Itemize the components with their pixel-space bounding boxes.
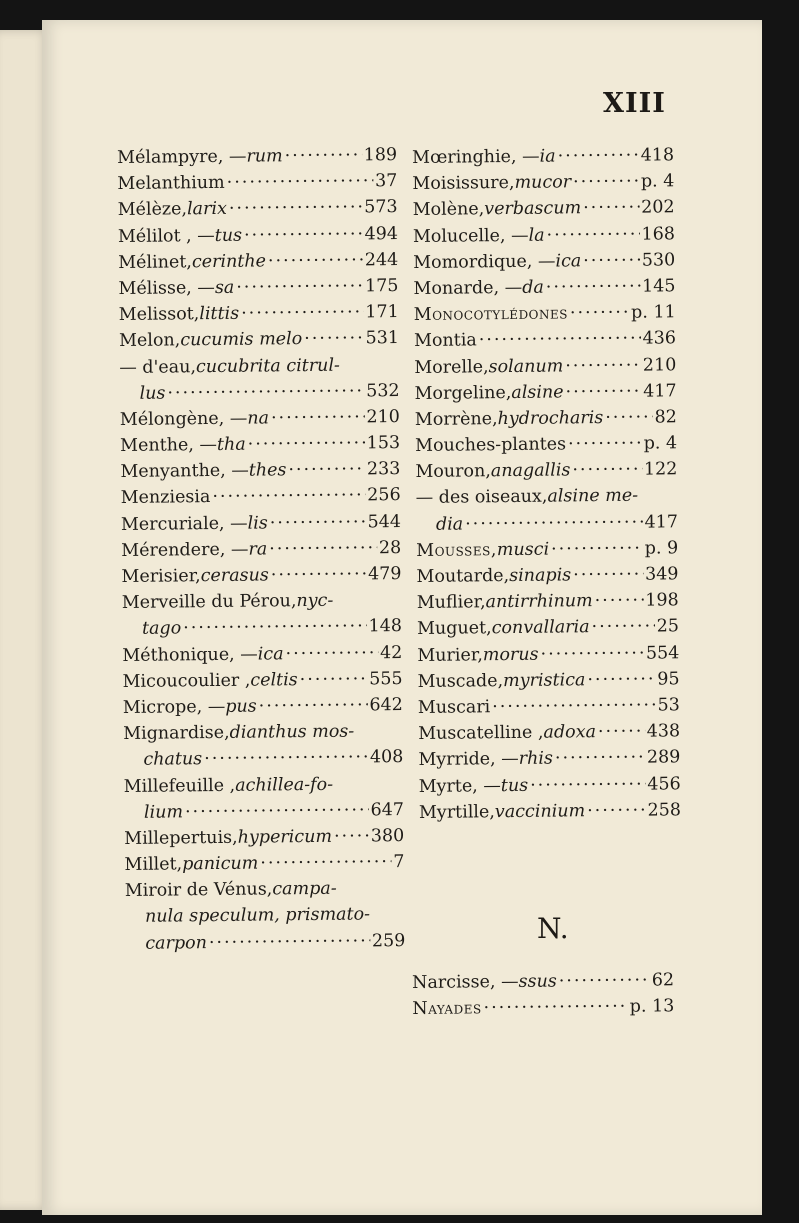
entry-latin-name: tus: [500, 775, 529, 796]
entry-page-ref: 258: [647, 799, 682, 821]
leader-dots: [530, 774, 645, 795]
index-entry: [415, 407, 677, 436]
leader-dots: [167, 381, 364, 403]
entry-latin-name: na: [247, 408, 270, 429]
leader-dots: [268, 250, 363, 271]
entry-latin-name: mucor: [514, 172, 572, 194]
entry-latin-name: cucumis melo: [180, 329, 303, 351]
index-entry: [123, 721, 403, 750]
entry-latin-name: lis: [247, 513, 268, 534]
entry-page-ref: p. 13: [629, 996, 675, 1017]
index-entry: [418, 721, 680, 750]
entry-page-ref: 233: [366, 459, 401, 480]
entry-headword: Micoucoulier ,: [122, 670, 251, 692]
leader-dots: [540, 643, 644, 664]
entry-latin-name: larix: [186, 199, 228, 220]
entry-page-ref: 62: [651, 970, 675, 991]
entry-page-ref: 479: [367, 564, 402, 585]
index-entry: [117, 145, 397, 174]
index-column-left: [117, 145, 405, 960]
entry-page-ref: 42: [379, 642, 403, 663]
leader-dots: [583, 198, 639, 219]
entry-headword: Mélinet,: [118, 251, 193, 273]
index-entry: [418, 748, 680, 777]
entry-headword: — d'eau,: [119, 356, 197, 378]
entry-latin-name: musci: [496, 539, 550, 560]
index-entry: [415, 433, 677, 462]
index-entry: [416, 538, 678, 567]
index-entry: [419, 800, 681, 829]
index-entry: [413, 224, 675, 253]
entry-page-ref: 408: [369, 747, 404, 768]
index-entry: [417, 669, 679, 698]
leader-dots: [605, 407, 652, 427]
entry-page-ref: 494: [364, 223, 399, 244]
entry-latin-name: dianthus mos-: [229, 721, 355, 743]
entry-headword: Molucelle, —: [412, 225, 529, 247]
leader-dots: [570, 303, 629, 324]
entry-headword: Merveille du Pérou,: [121, 591, 297, 614]
entry-headword: Muscatelline ,: [418, 722, 544, 745]
entry-page-ref: 175: [364, 275, 399, 297]
leader-dots: [598, 722, 645, 742]
entry-latin-name: alsine: [511, 382, 564, 403]
entry-page-ref: 28: [378, 537, 402, 559]
index-entry: [413, 250, 675, 279]
index-entry: [120, 433, 400, 462]
entry-page-ref: 256: [367, 485, 401, 506]
index-entry: [119, 328, 399, 357]
leader-dots: [334, 826, 369, 846]
entry-latin-name: cerasus: [200, 565, 269, 587]
entry-headword: Molène,: [412, 199, 485, 221]
entry-latin-name: ra: [248, 539, 268, 560]
entry-latin-name: achillea-fo-: [235, 774, 334, 796]
index-entry: [412, 996, 674, 1025]
entry-latin-name: campa-: [272, 878, 337, 900]
entry-headword: Menthe, —: [120, 435, 218, 457]
entry-headword: Monarde, —: [413, 277, 523, 299]
leader-dots: [227, 172, 374, 194]
entry-page-ref: 554: [645, 642, 680, 664]
leader-dots: [547, 224, 640, 245]
entry-page-ref: 555: [369, 668, 403, 690]
entry-latin-name: ica: [257, 643, 284, 665]
entry-headword: Mouches-plantes: [415, 434, 567, 457]
index-entry: [119, 381, 399, 410]
entry-headword: Montia: [413, 330, 477, 352]
entry-latin-name: sa: [214, 277, 235, 298]
entry-page-ref: 573: [364, 197, 398, 218]
entry-page-ref: 168: [641, 223, 676, 245]
index-entry: [414, 381, 676, 410]
entry-headword: Muguet,: [416, 618, 492, 640]
entry-latin-name: tago: [141, 618, 182, 640]
entry-latin-name: hypericum: [237, 826, 333, 848]
leader-dots: [565, 355, 641, 376]
index-entry: [415, 459, 677, 488]
entry-latin-name: cucubrita citrul-: [195, 355, 341, 377]
entry-headword: Mérendere, —: [121, 539, 249, 561]
entry-latin-name: antirrhinum: [485, 591, 593, 613]
entry-latin-name: littis: [199, 303, 240, 325]
index-entry: [419, 774, 681, 803]
leader-dots: [244, 224, 363, 245]
entry-latin-name: dia: [435, 514, 464, 535]
leader-dots: [271, 564, 366, 585]
index-entry: [121, 538, 401, 567]
entry-latin-name: nyc-: [296, 590, 334, 612]
entry-page-ref: 438: [646, 721, 681, 742]
entry-page-ref: 642: [369, 694, 403, 716]
entry-headword: Millefeuille ,: [123, 775, 236, 797]
entry-headword: Morgeline,: [414, 382, 512, 404]
entry-headword: Menziesia: [120, 487, 211, 509]
leader-dots: [204, 748, 368, 770]
entry-page-ref: 95: [657, 668, 680, 690]
leader-dots: [546, 277, 640, 298]
entry-headword: Morelle,: [414, 356, 489, 378]
entry-headword: Moutarde,: [416, 566, 510, 587]
index-entry: [119, 302, 399, 331]
leader-dots: [555, 748, 645, 769]
entry-page-ref: 153: [366, 433, 401, 454]
entry-latin-name: ia: [539, 146, 556, 167]
entry-page-ref: 171: [365, 302, 399, 323]
entry-latin-name: la: [528, 225, 545, 246]
entry-headword: Moisissure,: [412, 173, 515, 195]
index-entry: [412, 145, 674, 174]
entry-headword: Murier,: [417, 644, 483, 666]
entry-latin-name: chatus: [143, 749, 203, 771]
entry-latin-name: lium: [143, 802, 184, 823]
index-entry: [414, 329, 676, 358]
entry-headword: Myrride, —: [418, 749, 519, 771]
entry-latin-name: convallaria: [491, 617, 590, 639]
entry-page-ref: 189: [363, 145, 398, 166]
index-entry: [121, 485, 401, 514]
index-entry: [412, 171, 674, 200]
entry-page-ref: 145: [641, 276, 676, 297]
index-entry: [124, 826, 404, 855]
entry-page-ref: 289: [646, 747, 681, 768]
index-entry: [121, 564, 401, 593]
entry-headword: Merisier,: [121, 566, 201, 587]
index-entry: [122, 669, 402, 698]
entry-latin-name: thes: [248, 460, 287, 481]
entry-latin-name: anagallis: [490, 460, 571, 482]
section-heading: N.: [537, 912, 569, 945]
entry-page-ref: 148: [368, 616, 403, 637]
entry-headword: Myrtille,: [418, 801, 495, 823]
entry-latin-name: cerinthe: [191, 251, 267, 272]
leader-dots: [229, 198, 363, 219]
leader-dots: [270, 512, 366, 533]
entry-headword: Myrte, —: [418, 775, 501, 797]
entry-latin-name: ica: [555, 250, 582, 272]
entry-headword: Mousses,: [416, 539, 497, 561]
entry-latin-name: vaccinium: [494, 800, 586, 822]
index-entry: [414, 355, 676, 384]
index-entry: [118, 276, 398, 305]
leader-dots: [565, 381, 641, 402]
entry-latin-name: lus: [139, 383, 166, 404]
index-column-right: [412, 145, 681, 829]
entry-page-ref: 210: [366, 406, 400, 428]
index-entry: [117, 171, 397, 200]
index-entry: [123, 695, 403, 724]
leader-dots: [241, 303, 363, 324]
entry-page-ref: 7: [393, 852, 405, 873]
leader-dots: [492, 695, 656, 717]
index-entry: [124, 852, 404, 881]
index-entry: [124, 774, 404, 803]
entry-page-ref: 417: [644, 511, 679, 533]
entry-page-ref: 349: [644, 564, 679, 585]
index-entry: [123, 747, 403, 776]
index-entry: [416, 486, 678, 515]
index-entry: [118, 224, 398, 253]
entry-page-ref: p. 11: [631, 302, 676, 323]
leader-dots: [573, 565, 643, 586]
entry-headword: Narcisse, —: [412, 971, 519, 993]
leader-dots: [288, 460, 365, 481]
leader-dots: [271, 407, 365, 428]
index-entry: [125, 878, 405, 907]
leader-dots: [185, 800, 369, 822]
entry-page-ref: 380: [370, 825, 405, 847]
leader-dots: [209, 931, 370, 953]
index-entry: [122, 643, 402, 672]
entry-page-ref: 530: [641, 250, 676, 271]
entry-page-ref: 53: [657, 695, 680, 716]
index-entry: [413, 198, 675, 227]
leader-dots: [285, 145, 362, 166]
entry-page-ref: 544: [367, 511, 402, 533]
entry-page-ref: p. 4: [643, 433, 678, 454]
entry-headword: Mélongène, —: [119, 408, 248, 430]
entry-latin-name: verbascum: [484, 198, 582, 220]
entry-headword: Morrène,: [414, 408, 498, 430]
entry-latin-name: sinapis: [509, 565, 572, 587]
entry-latin-name: celtis: [250, 669, 298, 691]
entry-page-ref: 532: [366, 380, 400, 402]
entry-latin-name: nula speculum, prismato-: [144, 904, 371, 928]
leader-dots: [592, 617, 655, 638]
entry-page-ref: 436: [642, 328, 677, 349]
section-n-entries: [412, 970, 675, 1025]
entry-headword: Mercuriale, —: [120, 513, 248, 535]
entry-latin-name: tha: [216, 434, 246, 456]
entry-headword: Muflier,: [416, 592, 486, 614]
entry-page-ref: p. 4: [640, 171, 675, 192]
leader-dots: [484, 997, 628, 1019]
entry-headword: Melissot,: [118, 304, 200, 326]
entry-page-ref: 244: [364, 249, 399, 271]
entry-latin-name: tus: [214, 225, 243, 246]
index-entry: [416, 512, 678, 541]
entry-latin-name: da: [522, 277, 544, 298]
entry-headword: Monocotylédones: [413, 303, 569, 326]
entry-latin-name: panicum: [182, 853, 259, 875]
entry-headword: Muscari: [417, 697, 491, 718]
leader-dots: [572, 460, 642, 481]
entry-page-ref: 647: [370, 799, 405, 821]
index-entry: [125, 931, 405, 960]
leader-dots: [304, 329, 364, 350]
entry-latin-name: alsine me-: [547, 486, 639, 508]
entry-headword: Melanthium: [117, 173, 225, 195]
index-entry: [124, 800, 404, 829]
entry-page-ref: 198: [645, 590, 679, 611]
entry-latin-name: hydrocharis: [497, 407, 604, 429]
entry-page-ref: 418: [640, 145, 675, 166]
leader-dots: [260, 852, 391, 873]
entry-latin-name: solanum: [488, 355, 564, 377]
entry-page-ref: 417: [643, 380, 677, 402]
index-entry: [125, 904, 405, 933]
entry-headword: Menyanthe, —: [120, 460, 249, 483]
entry-latin-name: pus: [225, 696, 257, 717]
leader-dots: [568, 434, 642, 455]
entry-headword: Miroir de Vénus,: [124, 879, 273, 902]
leader-dots: [583, 250, 640, 271]
entry-headword: Melon,: [118, 330, 181, 352]
index-entry: [413, 276, 675, 305]
entry-headword: Mouron,: [415, 461, 491, 483]
index-entry: [417, 590, 679, 619]
entry-page-ref: 210: [642, 354, 677, 376]
entry-page-ref: 202: [641, 197, 675, 218]
leader-dots: [595, 591, 644, 612]
index-entry: [412, 970, 674, 999]
index-entry: [414, 302, 676, 331]
leader-dots: [259, 695, 368, 716]
index-entry: [121, 512, 401, 541]
entry-headword: Mignardise,: [123, 722, 230, 745]
index-entry: [118, 197, 398, 226]
leader-dots: [212, 486, 365, 508]
entry-latin-name: myristica: [503, 669, 586, 691]
entry-headword: Mœringhie, —: [412, 146, 540, 168]
entry-page-ref: 259: [371, 930, 406, 951]
leader-dots: [236, 276, 363, 297]
entry-page-ref: 122: [643, 459, 678, 480]
index-entry: [417, 643, 679, 672]
entry-headword: Micrope, —: [122, 696, 226, 718]
leader-dots: [300, 669, 368, 690]
entry-headword: — des oiseaux,: [415, 487, 548, 509]
entry-headword: Momordique, —: [413, 251, 556, 273]
entry-latin-name: rhis: [518, 748, 554, 770]
entry-headword: Mélèze,: [117, 199, 188, 221]
entry-headword: Méthonique, —: [122, 644, 258, 666]
entry-latin-name: adoxa: [543, 722, 597, 743]
leader-dots: [269, 538, 377, 559]
entry-headword: Mélampyre, —: [117, 146, 247, 168]
entry-headword: Mélilot , —: [117, 225, 215, 247]
leader-dots: [558, 146, 639, 167]
entry-latin-name: rum: [246, 146, 283, 167]
leader-dots: [559, 971, 650, 992]
index-entry: [120, 459, 400, 488]
entry-headword: Mélisse, —: [118, 277, 215, 299]
leader-dots: [587, 669, 655, 690]
index-entry: [122, 590, 402, 619]
leader-dots: [573, 172, 639, 193]
entry-latin-name: carpon: [145, 932, 208, 954]
index-entry: [417, 617, 679, 646]
leader-dots: [587, 800, 646, 821]
entry-page-ref: p. 9: [644, 538, 679, 559]
entry-latin-name: morus: [482, 644, 539, 665]
index-entry: [418, 695, 680, 724]
leader-dots: [248, 433, 365, 454]
entry-page-ref: 37: [374, 171, 398, 192]
leader-dots: [183, 617, 367, 639]
index-entry: [416, 564, 678, 593]
leader-dots: [551, 538, 643, 559]
entry-page-ref: 456: [647, 773, 681, 795]
index-entry: [122, 616, 402, 645]
entry-headword: Millepertuis,: [124, 827, 238, 849]
entry-headword: Nayades: [412, 998, 482, 1020]
entry-headword: Muscade,: [417, 670, 504, 692]
index-entry: [118, 250, 398, 279]
entry-headword: Millet,: [124, 854, 183, 876]
leader-dots: [465, 512, 643, 534]
leader-dots: [479, 329, 641, 351]
entry-page-ref: 25: [656, 616, 680, 637]
index-entry: [119, 355, 399, 384]
entry-latin-name: ssus: [518, 971, 557, 992]
entry-page-ref: 531: [365, 328, 400, 349]
entry-page-ref: 82: [654, 407, 677, 428]
index-entry: [120, 407, 400, 436]
leader-dots: [285, 643, 378, 664]
page-number: XIII: [603, 88, 666, 119]
